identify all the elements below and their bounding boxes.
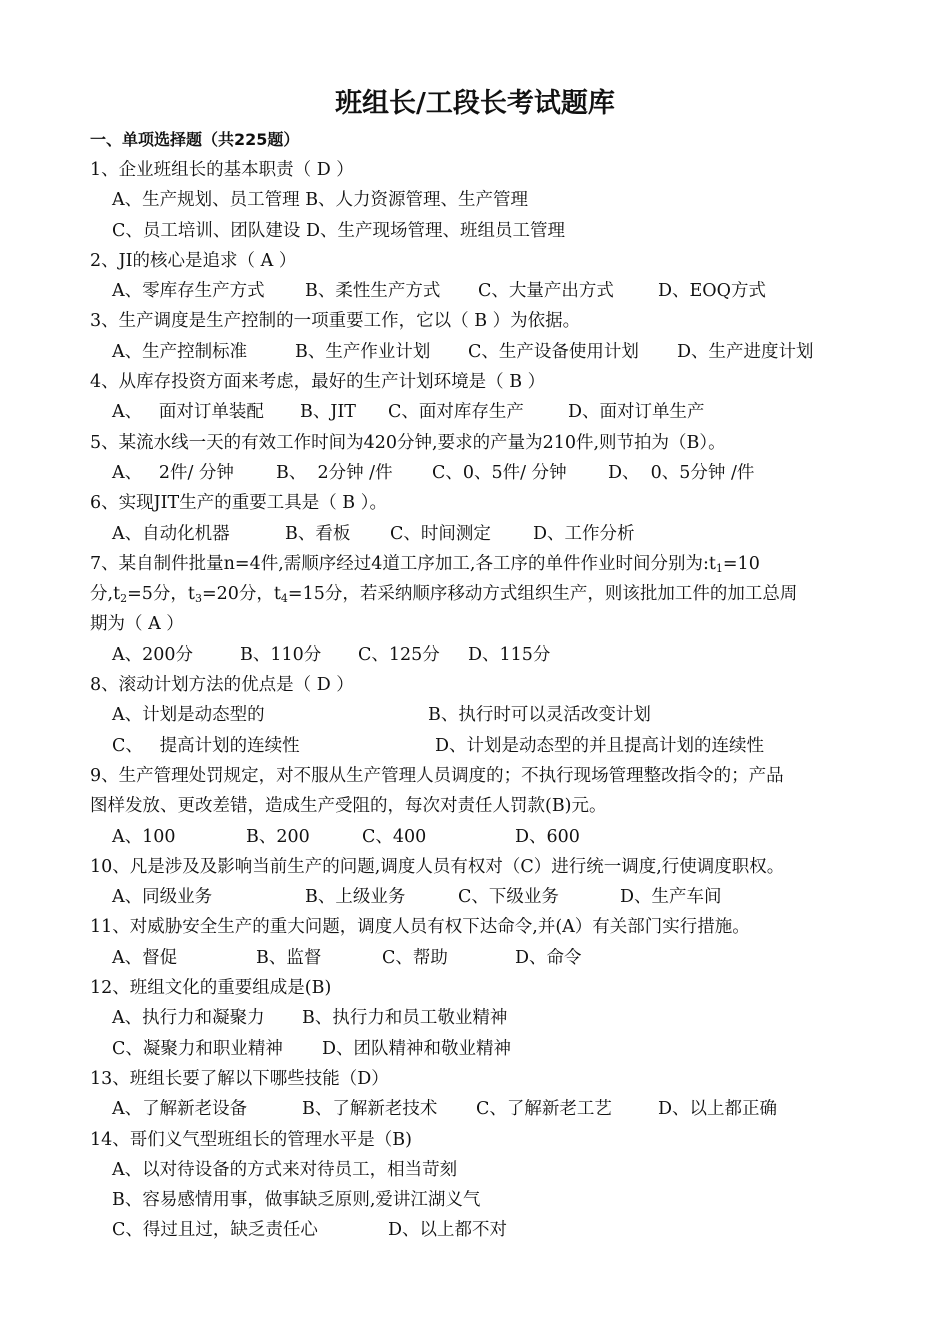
option-b: B、JIT bbox=[300, 402, 356, 423]
option-a: A、了解新老设备 bbox=[112, 1099, 248, 1120]
question-stem: 2、JI的核心是追求（ A ） bbox=[90, 250, 297, 271]
question-stem: 11、对威胁安全生产的重大问题，调度人员有权下达命令,并(A）有关部门实行措施。 bbox=[90, 917, 750, 938]
subscript: 2 bbox=[120, 592, 128, 606]
option-c: C、0、5件/ 分钟 bbox=[432, 462, 567, 483]
option-d: D、计划是动态型的并且提高计划的连续性 bbox=[435, 735, 765, 756]
option-a: A、督促 bbox=[112, 947, 178, 968]
option-c: C、生产设备使用计划 bbox=[468, 341, 639, 362]
subscript: 4 bbox=[280, 592, 288, 606]
option-row bbox=[0, 640, 950, 670]
question-stem: 6、实现JIT生产的重要工具是（ B ）。 bbox=[90, 493, 387, 514]
question-list bbox=[0, 155, 950, 1246]
option-a: A、同级业务 bbox=[112, 887, 213, 908]
question-stem: 10、凡是涉及及影响当前生产的问题,调度人员有权对（C）进行统一调度,行使调度职权。 bbox=[90, 856, 785, 877]
option-d: D、 0、5分钟 /件 bbox=[608, 462, 755, 483]
option-row bbox=[0, 731, 950, 761]
option-b: B、容易感情用事，做事缺乏原则,爱讲江湖义气 bbox=[112, 1190, 481, 1211]
option-b: B、柔性生产方式 bbox=[305, 281, 441, 302]
option-c: C、时间测定 bbox=[390, 523, 491, 544]
option-d: D、以上都正确 bbox=[658, 1099, 778, 1120]
option-d: D、以上都不对 bbox=[388, 1220, 508, 1241]
option-c: C、凝聚力和职业精神 bbox=[112, 1038, 283, 1059]
option-b: B、了解新老技术 bbox=[302, 1099, 438, 1120]
question-stem: 7、某自制件批量n=4件,需顺序经过4道工序加工,各工序的单件作业时间分别为$:t_1=10$ bbox=[90, 553, 760, 575]
option-d: D、团队精神和敬业精神 bbox=[322, 1038, 512, 1059]
question-stem: 14、哥们义气型班组长的管理水平是（B) bbox=[90, 1129, 412, 1150]
question-stem: 分$,t_2=5$分，$t_3=20$分，$t_4=15$分，若采纳顺序移动方式组织生产，则该批加工件的加工总周 bbox=[90, 584, 798, 606]
option-c: C、帮助 bbox=[382, 947, 448, 968]
option-row bbox=[0, 397, 950, 427]
option-a: A、生产控制标准 bbox=[112, 341, 248, 362]
option-d: D、命令 bbox=[515, 947, 582, 968]
option-a: A、100 bbox=[112, 826, 176, 847]
option-c: C、 提高计划的连续性 bbox=[112, 735, 300, 756]
question-stem: 13、班组长要了解以下哪些技能（D） bbox=[90, 1068, 389, 1089]
option-row bbox=[0, 276, 950, 306]
question-stem: 期为（ A ） bbox=[90, 614, 184, 635]
option-b: B、生产作业计划 bbox=[295, 341, 431, 362]
document-title: 班组长/工段长考试题库 bbox=[335, 88, 615, 119]
option-c: C、得过且过，缺乏责任心 bbox=[112, 1220, 318, 1241]
option-row bbox=[0, 1003, 950, 1033]
option-row bbox=[0, 1094, 950, 1124]
option-a: A、计划是动态型的 bbox=[112, 705, 265, 726]
option-a: A、以对待设备的方式来对待员工，相当苛刻 bbox=[112, 1159, 458, 1180]
option-a: A、200分 bbox=[112, 644, 194, 665]
option-d: D、面对订单生产 bbox=[568, 402, 705, 423]
option-row bbox=[0, 1034, 950, 1064]
option-b: B、执行力和员工敬业精神 bbox=[302, 1008, 508, 1029]
option-c: C、了解新老工艺 bbox=[476, 1099, 612, 1120]
option-b: B、看板 bbox=[285, 523, 351, 544]
option-b: B、200 bbox=[246, 826, 310, 847]
subscript: 3 bbox=[194, 592, 202, 606]
question-stem: 8、滚动计划方法的优点是（ D ） bbox=[90, 675, 354, 696]
question-stem: 1、企业班组长的基本职责（ D ） bbox=[90, 160, 354, 180]
question-stem: 9、生产管理处罚规定，对不服从生产管理人员调度的；不执行现场管理整改指令的；产品 bbox=[90, 765, 784, 786]
option-line: C、员工培训、团队建设 D、生产现场管理、班组员工管理 bbox=[112, 220, 565, 241]
option-b: B、 2分钟 /件 bbox=[276, 462, 393, 483]
option-d: D、生产车间 bbox=[620, 887, 722, 908]
option-b: B、监督 bbox=[256, 947, 322, 968]
option-a: A、零库存生产方式 bbox=[112, 281, 265, 302]
question-stem: 5、某流水线一天的有效工作时间为420分钟,要求的产量为210件,则节拍为（B）。 bbox=[90, 432, 726, 453]
option-b: B、110分 bbox=[240, 644, 322, 665]
option-d: D、115分 bbox=[468, 644, 551, 665]
option-b: B、执行时可以灵活改变计划 bbox=[428, 705, 651, 726]
question-stem: 4、从库存投资方面来考虑，最好的生产计划环境是（ B ） bbox=[90, 372, 546, 393]
option-row bbox=[0, 822, 950, 852]
option-row bbox=[0, 519, 950, 549]
option-c: C、125分 bbox=[358, 644, 440, 665]
option-a: A、 2件/ 分钟 bbox=[112, 462, 234, 483]
option-c: C、面对库存生产 bbox=[388, 402, 524, 423]
option-row bbox=[0, 882, 950, 912]
option-a: A、自动化机器 bbox=[112, 523, 230, 544]
option-a: A、执行力和凝聚力 bbox=[112, 1008, 265, 1029]
option-line: A、生产规划、员工管理 B、人力资源管理、生产管理 bbox=[112, 190, 529, 211]
option-d: D、EOQ方式 bbox=[658, 281, 766, 302]
option-c: C、大量产出方式 bbox=[478, 281, 614, 302]
question-stem: 3、生产调度是生产控制的一项重要工作，它以（ B ）为依据。 bbox=[90, 311, 581, 332]
option-row bbox=[0, 458, 950, 488]
option-d: D、600 bbox=[515, 826, 580, 847]
option-c: C、400 bbox=[362, 826, 427, 847]
option-d: D、工作分析 bbox=[533, 523, 635, 544]
subscript: 1 bbox=[715, 561, 723, 575]
option-row bbox=[0, 1215, 950, 1245]
section-heading: 一、单项选择题（共225题） bbox=[90, 130, 300, 149]
option-a: A、 面对订单装配 bbox=[112, 402, 264, 423]
option-row bbox=[0, 700, 950, 730]
option-d: D、生产进度计划 bbox=[677, 341, 814, 362]
option-c: C、下级业务 bbox=[458, 887, 559, 908]
option-b: B、上级业务 bbox=[305, 887, 406, 908]
option-row bbox=[0, 337, 950, 367]
option-row bbox=[0, 943, 950, 973]
question-stem: 12、班组文化的重要组成是(B) bbox=[90, 978, 332, 999]
question-stem: 图样发放、更改差错，造成生产受阻的，每次对责任人罚款(B)元。 bbox=[90, 796, 607, 817]
